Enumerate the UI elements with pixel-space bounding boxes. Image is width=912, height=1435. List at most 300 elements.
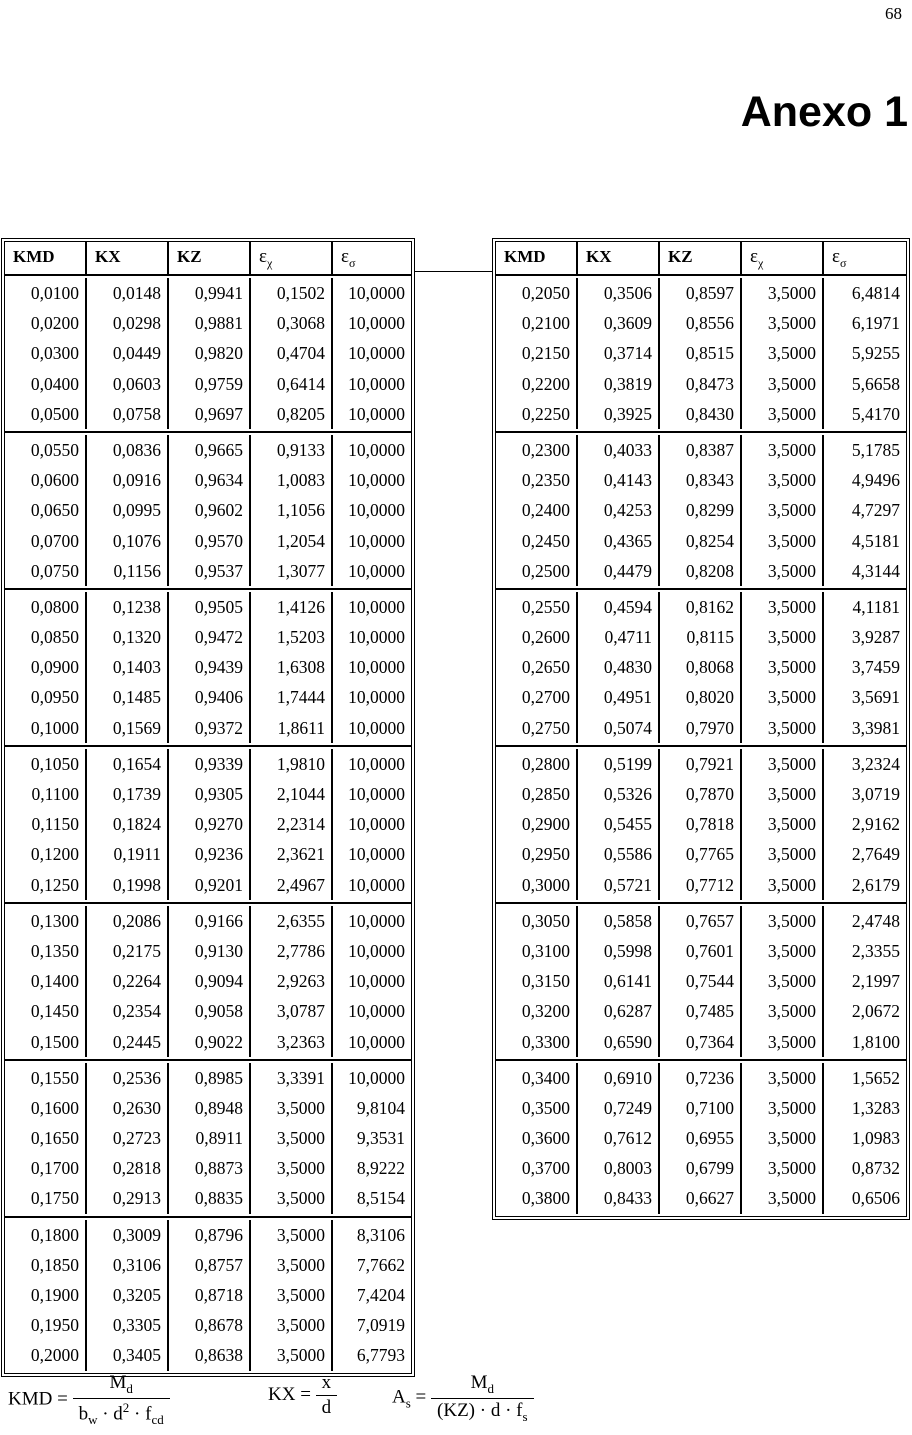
table-cell: 3,5000 [742, 1027, 824, 1057]
table-cell: 0,8343 [660, 465, 742, 495]
table-cell: 1,4126 [251, 592, 333, 622]
table-cell: 0,8911 [169, 1123, 251, 1153]
header-epsilon-c-sub: χ [266, 255, 273, 270]
table-cell: 0,9472 [169, 622, 251, 652]
table-cell: 0,1550 [5, 1063, 87, 1093]
table-cell: 0,9941 [169, 278, 251, 308]
table-cell: 3,5000 [742, 936, 824, 966]
table-cell: 2,4748 [851, 910, 900, 931]
table-cell: 0,1998 [87, 870, 169, 900]
header-epsilon-s-base: ε [341, 246, 349, 267]
table-cell: 0,0500 [5, 399, 87, 429]
table-row [5, 435, 411, 465]
table-cell: 2,9263 [251, 966, 333, 996]
table-cell: 0,2150 [496, 338, 578, 368]
table-cell: 0,1850 [5, 1250, 87, 1280]
table-cell: 0,3009 [87, 1220, 169, 1250]
formula-kx-den: d [316, 1395, 338, 1419]
table-cell: 2,1997 [851, 971, 900, 992]
table-cell: 0,1156 [87, 556, 169, 586]
header-epsilon-s-sub: σ [839, 255, 847, 270]
formula-as-den: (KZ) · d · f [437, 1399, 523, 1421]
table-row [496, 465, 906, 495]
table-row [5, 1063, 411, 1093]
table-cell: 0,8515 [660, 338, 742, 368]
table-cell: 1,0983 [851, 1128, 900, 1149]
table-cell: 2,6355 [251, 906, 333, 936]
table-cell: 10,0000 [348, 470, 405, 491]
table-cell: 0,8757 [169, 1250, 251, 1280]
table-cell: 0,0200 [5, 308, 87, 338]
formula-kmd-num-sub: d [126, 1380, 133, 1396]
table-cell: 10,0000 [348, 283, 405, 303]
table-cell: 0,3068 [251, 308, 333, 338]
table-row [5, 1250, 411, 1280]
table-cell: 3,5000 [742, 338, 824, 368]
table-row [5, 809, 411, 839]
table-cell: 10,0000 [348, 814, 405, 835]
table-row [496, 749, 906, 779]
table-cell: 3,5000 [251, 1310, 333, 1340]
table-cell: 0,2950 [496, 839, 578, 869]
table-row [5, 308, 411, 338]
table-cell: 6,1971 [851, 313, 900, 334]
table-cell: 0,8556 [660, 308, 742, 338]
right_table-row-group [496, 590, 906, 747]
header-epsilon-c [742, 242, 824, 276]
table-cell: 0,5199 [578, 749, 660, 779]
table-cell: 0,7765 [660, 839, 742, 869]
table-cell: 0,2700 [496, 682, 578, 712]
table-cell: 0,2750 [496, 713, 578, 743]
formula-as-fraction [431, 1372, 534, 1425]
table-cell: 3,5000 [742, 1183, 824, 1213]
table-cell: 0,1076 [87, 526, 169, 556]
table-cell: 0,9166 [169, 906, 251, 936]
table-cell: 3,5000 [742, 966, 824, 996]
table-cell: 9,3531 [356, 1128, 405, 1149]
table-cell: 0,0995 [87, 495, 169, 525]
header-epsilon-s [824, 242, 906, 276]
table-cell: 7,4204 [356, 1285, 405, 1305]
table-cell: 3,5000 [742, 870, 824, 900]
table-cell: 0,2450 [496, 526, 578, 556]
table-cell: 0,7544 [660, 966, 742, 996]
formula-kmd-den-b-sub: w [88, 1411, 98, 1427]
table-cell: 3,5000 [742, 713, 824, 743]
table-cell: 4,1181 [852, 596, 900, 617]
table-cell: 3,3391 [251, 1063, 333, 1093]
table-cell: 0,3305 [87, 1310, 169, 1340]
table-cell: 0,7612 [578, 1123, 660, 1153]
formula-kx-lhs: KX = [268, 1383, 311, 1405]
table-cell: 0,8678 [169, 1310, 251, 1340]
table-cell: 0,9759 [169, 369, 251, 399]
table-cell: 0,0916 [87, 465, 169, 495]
formula-as-lhs: A [392, 1386, 406, 1408]
table-cell: 0,1700 [5, 1153, 87, 1183]
table-cell: 0,6910 [578, 1063, 660, 1093]
table-cell: 0,3700 [496, 1153, 578, 1183]
table-cell: 0,1824 [87, 809, 169, 839]
table-cell: 1,3077 [251, 556, 333, 586]
table-cell: 0,3050 [496, 906, 578, 936]
table-cell: 3,5000 [742, 465, 824, 495]
table-cell: 2,6179 [851, 874, 900, 895]
table-row [5, 936, 411, 966]
table-cell: 0,1250 [5, 870, 87, 900]
table-cell: 0,2100 [496, 308, 578, 338]
formula-kmd-den-b: b [78, 1403, 89, 1425]
table-row [496, 622, 906, 652]
table-cell: 0,2000 [5, 1340, 87, 1370]
table-row [5, 526, 411, 556]
table-cell: 0,9570 [169, 526, 251, 556]
right_table-header-row [496, 242, 906, 276]
table-cell: 0,8835 [169, 1183, 251, 1213]
table-cell: 3,5691 [851, 687, 900, 708]
table-cell: 0,9602 [169, 495, 251, 525]
table-cell: 0,2550 [496, 592, 578, 622]
table-cell: 0,2650 [496, 652, 578, 682]
header-kmd: KMD [496, 242, 578, 276]
table-cell: 0,2900 [496, 809, 578, 839]
table-row [5, 338, 411, 368]
table-row [496, 1063, 906, 1093]
table-cell: 0,9634 [169, 465, 251, 495]
table-cell: 10,0000 [348, 940, 405, 961]
table-cell: 0,7485 [660, 996, 742, 1026]
table-cell: 0,9820 [169, 338, 251, 368]
table-cell: 0,4704 [251, 338, 333, 368]
table-cell: 1,5652 [851, 1067, 900, 1088]
table-row [496, 556, 906, 586]
table-cell: 0,4033 [578, 435, 660, 465]
header-epsilon-s-sub: σ [348, 255, 356, 270]
table-cell: 3,9287 [851, 627, 900, 648]
table-cell: 3,5000 [742, 839, 824, 869]
table-cell: 0,8796 [169, 1220, 251, 1250]
header-kx: KX [87, 242, 169, 276]
table-cell: 3,5000 [742, 779, 824, 809]
table-cell: 0,3506 [578, 278, 660, 308]
table-cell: 0,3000 [496, 870, 578, 900]
table-cell: 0,8597 [660, 278, 742, 308]
table-cell: 3,5000 [742, 906, 824, 936]
table-cell: 0,1600 [5, 1093, 87, 1123]
table-cell: 0,3300 [496, 1027, 578, 1057]
table-cell: 1,6308 [251, 652, 333, 682]
table-cell: 0,0600 [5, 465, 87, 495]
table-cell: 0,3609 [578, 308, 660, 338]
table-cell: 3,5000 [251, 1153, 333, 1183]
table-cell: 3,5000 [742, 1153, 824, 1183]
table-row [5, 465, 411, 495]
table-cell: 5,9255 [851, 343, 900, 364]
table-cell: 0,1654 [87, 749, 169, 779]
table-row [5, 622, 411, 652]
table-row [5, 839, 411, 869]
table-row [496, 592, 906, 622]
table-cell: 0,2800 [496, 749, 578, 779]
table-cell: 3,5000 [251, 1280, 333, 1310]
formula-kmd-den-d-sup: 2 [122, 1399, 130, 1415]
table-cell: 0,3800 [496, 1183, 578, 1213]
table-cell: 0,2175 [87, 936, 169, 966]
table-cell: 0,3205 [87, 1280, 169, 1310]
table-cell: 0,3106 [87, 1250, 169, 1280]
table-cell: 0,2400 [496, 495, 578, 525]
table-row [5, 1220, 411, 1250]
table-cell: 0,8732 [851, 1158, 900, 1179]
table-cell: 0,3600 [496, 1123, 578, 1153]
left_table-row-group [5, 904, 411, 1061]
table-cell: 0,6590 [578, 1027, 660, 1057]
table-cell: 0,5858 [578, 906, 660, 936]
page-title: Anexo 1 [740, 88, 908, 136]
table-row [496, 1153, 906, 1183]
table-cell: 0,3925 [578, 399, 660, 429]
table-row [5, 399, 411, 429]
table-connector-line [414, 271, 492, 272]
table-cell: 3,5000 [742, 592, 824, 622]
table-cell: 0,9339 [169, 749, 251, 779]
table-cell: 0,0850 [5, 622, 87, 652]
table-cell: 0,5455 [578, 809, 660, 839]
table-cell: 0,9537 [169, 556, 251, 586]
table-cell: 10,0000 [348, 1001, 405, 1022]
table-cell: 0,0449 [87, 338, 169, 368]
table-cell: 0,2086 [87, 906, 169, 936]
table-row [496, 495, 906, 525]
table-cell: 0,7100 [660, 1093, 742, 1123]
table-cell: 0,9372 [169, 713, 251, 743]
table-cell: 0,6627 [660, 1183, 742, 1213]
table-cell: 3,5000 [251, 1123, 333, 1153]
right_table-row-group [496, 1061, 906, 1216]
table-cell: 0,2445 [87, 1027, 169, 1057]
table-cell: 0,0550 [5, 435, 87, 465]
table-cell: 3,7459 [851, 657, 900, 678]
coefficient-table-right [492, 238, 910, 1220]
table-cell: 0,0750 [5, 556, 87, 586]
table-cell: 0,7364 [660, 1027, 742, 1057]
table-cell: 0,9201 [169, 870, 251, 900]
table-cell: 0,5721 [578, 870, 660, 900]
header-kmd: KMD [5, 242, 87, 276]
table-cell: 0,4143 [578, 465, 660, 495]
table-cell: 0,0148 [87, 278, 169, 308]
table-cell: 0,5326 [578, 779, 660, 809]
table-cell: 0,2600 [496, 622, 578, 652]
table-cell: 0,8948 [169, 1093, 251, 1123]
header-kz: KZ [169, 242, 251, 276]
table-cell: 3,3981 [851, 717, 900, 738]
table-cell: 1,1056 [251, 495, 333, 525]
formula-kx-fraction [316, 1372, 338, 1419]
table-cell: 10,0000 [348, 560, 405, 581]
table-cell: 0,3819 [578, 369, 660, 399]
table-cell: 0,2200 [496, 369, 578, 399]
table-cell: 0,3200 [496, 996, 578, 1026]
table-cell: 0,4253 [578, 495, 660, 525]
table-cell: 10,0000 [348, 657, 405, 678]
table-row [496, 996, 906, 1026]
table-cell: 0,8068 [660, 652, 742, 682]
table-cell: 3,5000 [742, 369, 824, 399]
table-cell: 0,8985 [169, 1063, 251, 1093]
table-cell: 0,1450 [5, 996, 87, 1026]
table-cell: 0,0900 [5, 652, 87, 682]
formula-kmd-num: M [109, 1372, 127, 1393]
table-cell: 8,9222 [356, 1158, 405, 1179]
table-cell: 0,1238 [87, 592, 169, 622]
table-cell: 5,1785 [851, 439, 900, 460]
table-cell: 1,0083 [251, 465, 333, 495]
table-cell: 10,0000 [348, 627, 405, 648]
table-cell: 0,6141 [578, 966, 660, 996]
table-cell: 0,1350 [5, 936, 87, 966]
table-cell: 7,0919 [356, 1315, 405, 1336]
table-cell: 2,7649 [851, 844, 900, 865]
table-cell: 0,1650 [5, 1123, 87, 1153]
table-cell: 0,1911 [87, 839, 169, 869]
table-cell: 3,5000 [251, 1093, 333, 1123]
table-cell: 0,1485 [87, 682, 169, 712]
formula-as-eq: = [415, 1386, 427, 1408]
table-cell: 0,9270 [169, 809, 251, 839]
table-cell: 0,3100 [496, 936, 578, 966]
table-cell: 0,3500 [496, 1093, 578, 1123]
table-cell: 0,7921 [660, 749, 742, 779]
table-cell: 3,5000 [742, 809, 824, 839]
right_table-row-group [496, 904, 906, 1061]
table-row [5, 682, 411, 712]
table-cell: 10,0000 [348, 313, 405, 334]
header-epsilon-s [333, 242, 411, 276]
table-row [496, 682, 906, 712]
table-cell: 0,6414 [251, 369, 333, 399]
formula-kmd-den-d: · d [102, 1403, 123, 1425]
formula-as [392, 1372, 534, 1425]
table-cell: 0,9305 [169, 779, 251, 809]
table-cell: 8,5154 [356, 1188, 405, 1209]
table-cell: 2,3621 [251, 839, 333, 869]
table-row [496, 1123, 906, 1153]
table-row [5, 1027, 411, 1057]
table-row [496, 338, 906, 368]
table-cell: 0,1150 [5, 809, 87, 839]
table-cell: 0,4594 [578, 592, 660, 622]
table-cell: 0,2300 [496, 435, 578, 465]
table-row [496, 308, 906, 338]
table-cell: 10,0000 [348, 439, 405, 460]
table-cell: 2,4967 [251, 870, 333, 900]
table-cell: 10,0000 [348, 971, 405, 992]
table-row [496, 713, 906, 743]
table-cell: 9,8104 [356, 1097, 405, 1118]
table-cell: 3,5000 [742, 556, 824, 586]
table-cell: 0,9236 [169, 839, 251, 869]
table-row [496, 278, 906, 308]
table-cell: 0,0950 [5, 682, 87, 712]
table-row [5, 369, 411, 399]
table-cell: 3,0787 [251, 996, 333, 1026]
table-cell: 0,6506 [851, 1188, 900, 1209]
formula-kmd-den-f: · f [134, 1403, 152, 1425]
left_table-row-group [5, 276, 411, 433]
table-row [496, 779, 906, 809]
table-cell: 0,8718 [169, 1280, 251, 1310]
table-cell: 3,5000 [251, 1220, 333, 1250]
table-row [5, 592, 411, 622]
table-cell: 3,5000 [742, 278, 824, 308]
table-cell: 0,3400 [496, 1063, 578, 1093]
table-cell: 2,7786 [251, 936, 333, 966]
table-cell: 0,1300 [5, 906, 87, 936]
table-cell: 0,1320 [87, 622, 169, 652]
formula-kx-num: x [321, 1372, 332, 1393]
table-cell: 0,9881 [169, 308, 251, 338]
table-cell: 0,8003 [578, 1153, 660, 1183]
table-cell: 0,8020 [660, 682, 742, 712]
table-cell: 5,4170 [851, 403, 900, 424]
formula-as-num: M [470, 1372, 488, 1393]
table-cell: 3,5000 [742, 495, 824, 525]
table-cell: 0,2913 [87, 1183, 169, 1213]
table-cell: 1,7444 [251, 682, 333, 712]
left_table-row-group [5, 1218, 411, 1373]
left_table-row-group [5, 433, 411, 590]
table-cell: 3,5000 [742, 1063, 824, 1093]
formula-as-lhs-sub: s [405, 1395, 411, 1411]
table-row [5, 1340, 411, 1370]
table-cell: 0,0758 [87, 399, 169, 429]
table-row [5, 1123, 411, 1153]
table-cell: 0,7870 [660, 779, 742, 809]
table-row [5, 749, 411, 779]
table-cell: 2,9162 [851, 814, 900, 835]
table-cell: 10,0000 [348, 753, 405, 774]
table-cell: 0,8299 [660, 495, 742, 525]
table-cell: 6,7793 [356, 1345, 405, 1366]
table-row [5, 966, 411, 996]
table-cell: 6,4814 [851, 283, 900, 303]
formula-kmd-lhs: KMD = [8, 1388, 68, 1410]
table-cell: 10,0000 [348, 500, 405, 521]
table-cell: 0,4365 [578, 526, 660, 556]
coefficient-table-left [1, 238, 415, 1377]
table-cell: 0,0603 [87, 369, 169, 399]
table-cell: 4,7297 [851, 500, 900, 521]
table-cell: 0,2250 [496, 399, 578, 429]
table-cell: 0,8208 [660, 556, 742, 586]
table-cell: 0,8162 [660, 592, 742, 622]
table-cell: 0,5074 [578, 713, 660, 743]
table-cell: 0,1900 [5, 1280, 87, 1310]
table-row [5, 713, 411, 743]
table-row [496, 870, 906, 900]
table-cell: 10,0000 [348, 717, 405, 738]
formula-as-den-sub: s [522, 1408, 528, 1424]
formula-kmd [8, 1372, 170, 1428]
header-epsilon-c-base: ε [750, 246, 758, 267]
table-cell: 0,5998 [578, 936, 660, 966]
table-cell: 0,8205 [251, 399, 333, 429]
table-row [5, 556, 411, 586]
table-cell: 0,8387 [660, 435, 742, 465]
table-cell: 2,0672 [851, 1001, 900, 1022]
